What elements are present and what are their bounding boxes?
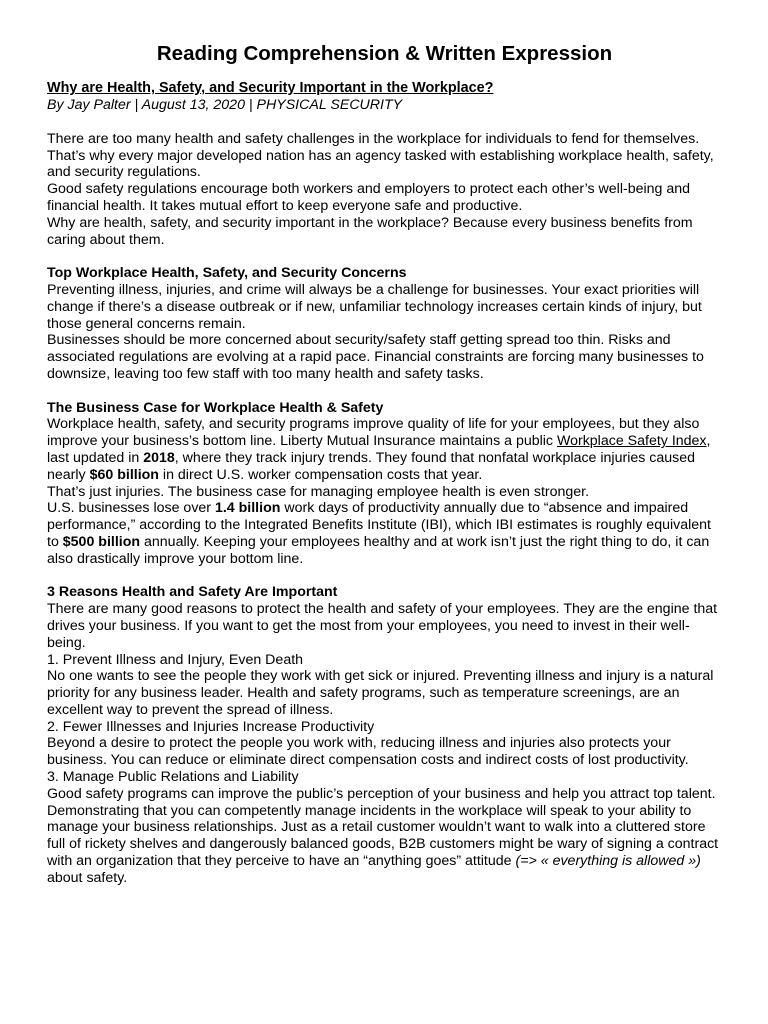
- text-run: in direct U.S. worker compensation costs that year.: [158, 466, 483, 483]
- spacer: [47, 383, 722, 400]
- reason-2-title: 2. Fewer Illnesses and Injuries Increase Productivity: [47, 718, 375, 735]
- section-heading-business-case: The Business Case for Workplace Health & Safety: [47, 399, 384, 416]
- section-heading-reasons: 3 Reasons Health and Safety Are Important: [47, 584, 338, 601]
- bold-amount: $500 billion: [62, 533, 141, 550]
- reason-2-text: Beyond a desire to protect the people you work with, reducing illness and injuries also protects your business. You can reduce or eliminate direct compensation costs and indirect costs of lost productivity.: [47, 735, 689, 769]
- reason-1-text: No one wants to see the people they work with get sick or injured. Preventing illness and injury is a natural priority for any business leader. Health and safety programs, such as temperature screenings, are an excellent way to prevent the spread of illness.: [47, 668, 714, 718]
- business-case-paragraph-1: [47, 416, 722, 483]
- text-run: annually. Keeping your employees healthy and at work isn’t just the right thing to do, it can also drastically improve your bottom line.: [47, 533, 710, 567]
- bold-days: 1.4 billion: [214, 500, 281, 517]
- workplace-safety-index-link[interactable]: Workplace Safety Index: [556, 433, 707, 450]
- reasons-intro: There are many good reasons to protect the health and safety of your employees. They are the engine that drives your business. If you want to get the most from your employees, you need to invest in their well-being.: [47, 601, 718, 651]
- business-case-paragraph-2: That’s just injuries. The business case for managing employee health is even stronger.: [47, 483, 590, 500]
- intro-paragraph-3: Why are health, safety, and security important in the workplace? Because every business benefits from caring about them.: [47, 214, 693, 248]
- spacer: [47, 568, 722, 585]
- reason-1-title: 1. Prevent Illness and Injury, Even Death: [47, 651, 304, 668]
- text-run: , last updated in: [47, 433, 711, 466]
- text-run: U.S. businesses lose over: [47, 500, 215, 517]
- page-title: Reading Comprehension & Written Expression: [156, 42, 613, 65]
- reason-3-title: 3. Manage Public Relations and Liability: [47, 769, 299, 786]
- reason-3-text: [47, 786, 722, 887]
- spacer: [47, 248, 722, 265]
- intro-paragraph-2: Good safety regulations encourage both workers and employers to protect each other’s well-being and financial health. It takes mutual effort to keep everyone safe and productive.: [47, 181, 691, 214]
- article-byline: By Jay Palter | August 13, 2020 | PHYSICAL SECURITY: [47, 97, 403, 113]
- text-run: Workplace health, safety, and security programs improve quality of life for your employees, but they also improve your business’s bottom line. Liberty Mutual Insurance maintains a public: [47, 416, 700, 450]
- article-headline: Why are Health, Safety, and Security Important in the Workplace?: [47, 80, 494, 96]
- concerns-paragraph-2: Businesses should be more concerned about security/safety staff getting spread too thin. Risks and associated regulations are evolving at a rapid pace. Financial constraints are forcing many businesses to downsize, leaving too few staff with too many health and safety tasks.: [47, 332, 704, 382]
- text-run: Good safety programs can improve the public’s perception of your business and help you attract top talent. Demonstrating that you can competently manage incidents in the workplace will speak to your ability to manage your business relationships. Just as a retail customer wouldn’t want to walk into a cluttered store full of rickety shelves and dangerously balanced goods, B2B customers might be wary of signing a contract with an organization that they perceive to have an “anything goes” attitude: [47, 785, 719, 870]
- text-run: work days of productivity annually due to “absence and impaired performance,” according to the Integrated Benefits Institute (IBI), which IBI estimates is roughly equivalent to: [47, 500, 711, 550]
- business-case-paragraph-3: [47, 500, 722, 567]
- bold-year: 2018: [143, 449, 175, 466]
- text-run: about safety.: [47, 869, 128, 886]
- section-heading-concerns: Top Workplace Health, Safety, and Security Concerns: [47, 265, 407, 282]
- concerns-paragraph-1: Preventing illness, injuries, and crime will always be a challenge for businesses. Your exact priorities will change if there’s a disease outbreak or if new, unfamiliar technology increases certain kinds of injury, but those general concerns remain.: [47, 281, 702, 332]
- italic-note: (=> « everything is allowed »): [515, 853, 701, 870]
- text-run: , where they track injury trends. They found that nonfatal workplace injuries caused nearly: [47, 449, 696, 483]
- intro-paragraph-1: There are too many health and safety challenges in the workplace for individuals to fend for themselves. That’s why every major developed nation has an agency tasked with establishing workplace health, safety, and security regulations.: [47, 130, 714, 181]
- bold-amount: $60 billion: [89, 466, 159, 483]
